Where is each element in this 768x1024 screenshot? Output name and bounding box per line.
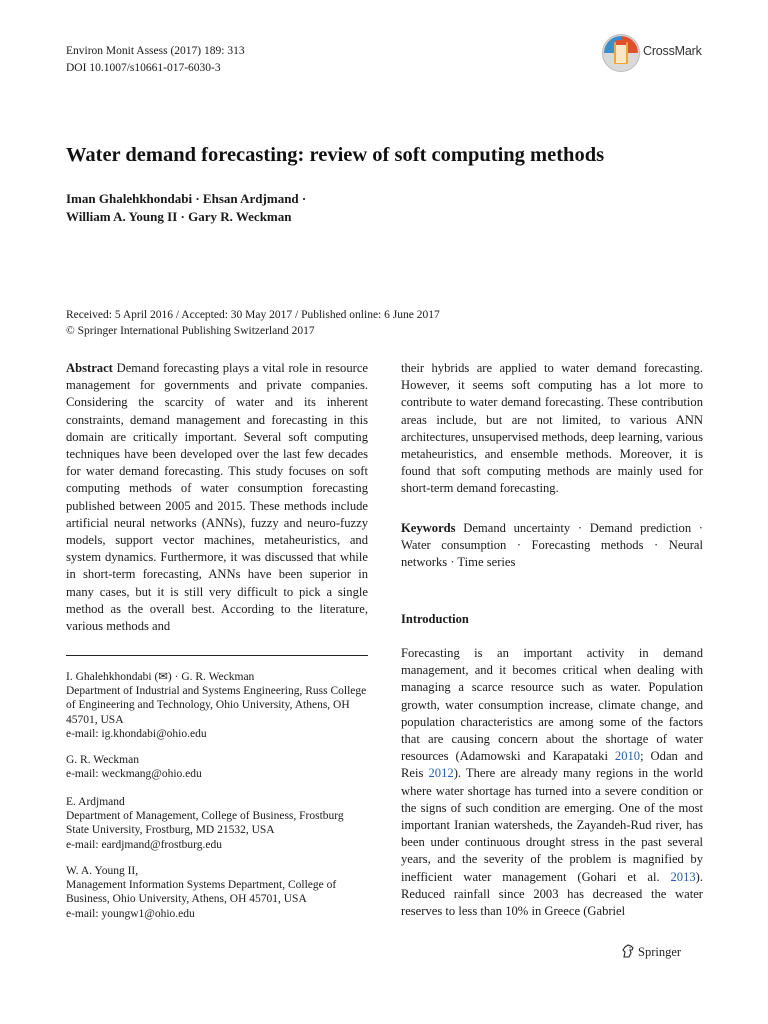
keywords — [401, 520, 703, 572]
intro-cite-authors: Adamowski and Karapataki — [459, 749, 615, 764]
dates-line-1: Received: 5 April 2016 / Accepted: 30 May 2017 / Published online: 6 June 2017 — [66, 309, 440, 321]
springer-logo — [621, 944, 681, 960]
affiliation-name: G. R. Weckman — [66, 754, 139, 766]
authors-line-2: William A. Young II · Gary R. Weckman — [66, 209, 292, 224]
publication-dates — [66, 307, 440, 339]
citation-link[interactable]: 2012 — [428, 766, 454, 781]
footnote-divider — [66, 655, 368, 656]
introduction-heading: Introduction — [401, 612, 469, 626]
springer-horse-icon — [621, 944, 635, 958]
affiliation-address: Department of Industrial and Systems Engineering, Russ College of Engineering and Technology, Ohio University, Athens, OH 45701, USA — [66, 685, 367, 726]
intro-text-4: ). Reduced rainfall since 2003 has decreased the water reserves to less than 10% in Greece (Gabriel — [401, 869, 703, 919]
page-title: Water demand forecasting: review of soft computing methods — [66, 144, 605, 166]
intro-text-1: Forecasting is an important activity in demand management, and it becomes critical when dealing with managing a scarce resource such as water. Population growth, water consumption increase, climate change, and population characteristics are among some of the factors that are causing concern about the shortage of water resources ( — [401, 646, 703, 764]
abstract-label: Abstract — [66, 361, 113, 375]
abstract-right: their hybrids are applied to water demand forecasting. However, it seems soft computing has a lot more to contribute to water demand forecasting. These contribution areas include, but are not limited, to various ANN architectures, unsupervised methods, deep learning, various metaheuristics, and ensemble methods. Moreover, it is found that soft computing methods are mainly used for short-term demand forecasting. — [401, 361, 703, 496]
affiliation-email[interactable]: e-mail: weckmang@ohio.edu — [66, 768, 202, 781]
affiliation-1 — [66, 670, 368, 741]
crossmark-icon — [601, 33, 641, 73]
affiliation-4 — [66, 864, 368, 921]
abstract-left — [66, 360, 368, 635]
author-list — [66, 190, 306, 226]
intro-text-3: ). There are already many regions in the world where water shortage has turned into a severe condition or the signs of such condition are emerging. One of the most important Iranian watersheds, the Zayandeh-Rud river, has been under continuous drought stress in the past several years, and the severity of the problem is magnified by inefficient water management (Gohari et al. — [401, 766, 703, 884]
citation-link[interactable]: 2013 — [670, 869, 696, 884]
affiliation-2 — [66, 753, 368, 781]
affiliation-email[interactable]: e-mail: eardjmand@frostburg.edu — [66, 838, 222, 851]
introduction-paragraph — [401, 645, 703, 920]
crossmark-badge[interactable] — [601, 33, 731, 73]
keywords-text: Demand uncertainty · Demand prediction · Water consumption · Forecasting methods · Neural networks · Time series — [401, 521, 703, 570]
affiliation-address: Department of Management, College of Business, Frostburg State University, Frostburg, MD 21532, USA — [66, 810, 344, 837]
copyright-line: © Springer International Publishing Switzerland 2017 — [66, 325, 315, 337]
affiliation-email[interactable]: e-mail: ig.khondabi@ohio.edu — [66, 727, 207, 740]
affiliation-3 — [66, 795, 368, 852]
affiliation-name: W. A. Young II, — [66, 865, 139, 877]
abstract-text-left: Demand forecasting plays a vital role in resource management for governments and private companies. Considering the scarcity of water and its inherent constraints, demand management and forecasting in this domain are critically important. Several soft computing techniques have been developed over the last few decades for water demand forecasting. This study focuses on soft computing methods of water consumption forecasting published between 2005 and 2015. These methods include artificial neural networks (ANNs), fuzzy and neuro-fuzzy models, support vector machines, metaheuristics, and system dynamics. Furthermore, it was discussed that while in short-term forecasting, ANNs have been superior in many cases, but it is still very difficult to pick a single method as the overall best. According to the literature, various methods and — [66, 361, 368, 634]
affiliation-email[interactable]: e-mail: youngw1@ohio.edu — [66, 907, 195, 920]
affiliation-name: E. Ardjmand — [66, 796, 125, 808]
affiliation-name: I. Ghalehkhondabi (✉) · G. R. Weckman — [66, 671, 255, 683]
affiliation-address: Management Information Systems Department, College of Business, Ohio University, Athens, OH 45701, USA — [66, 879, 337, 906]
authors-line-1: Iman Ghalehkhondabi · Ehsan Ardjmand · — [66, 191, 307, 206]
crossmark-label: CrossMark — [643, 44, 702, 58]
citation-link[interactable]: 2010 — [614, 749, 641, 764]
journal-citation: Environ Monit Assess (2017) 189: 313 — [66, 45, 245, 57]
springer-wordmark: Springer — [638, 945, 682, 959]
doi[interactable]: DOI 10.1007/s10661-017-6030-3 — [66, 62, 221, 74]
keywords-label: Keywords — [401, 521, 456, 535]
intro-text-2: ; Odan and Reis — [401, 749, 703, 781]
